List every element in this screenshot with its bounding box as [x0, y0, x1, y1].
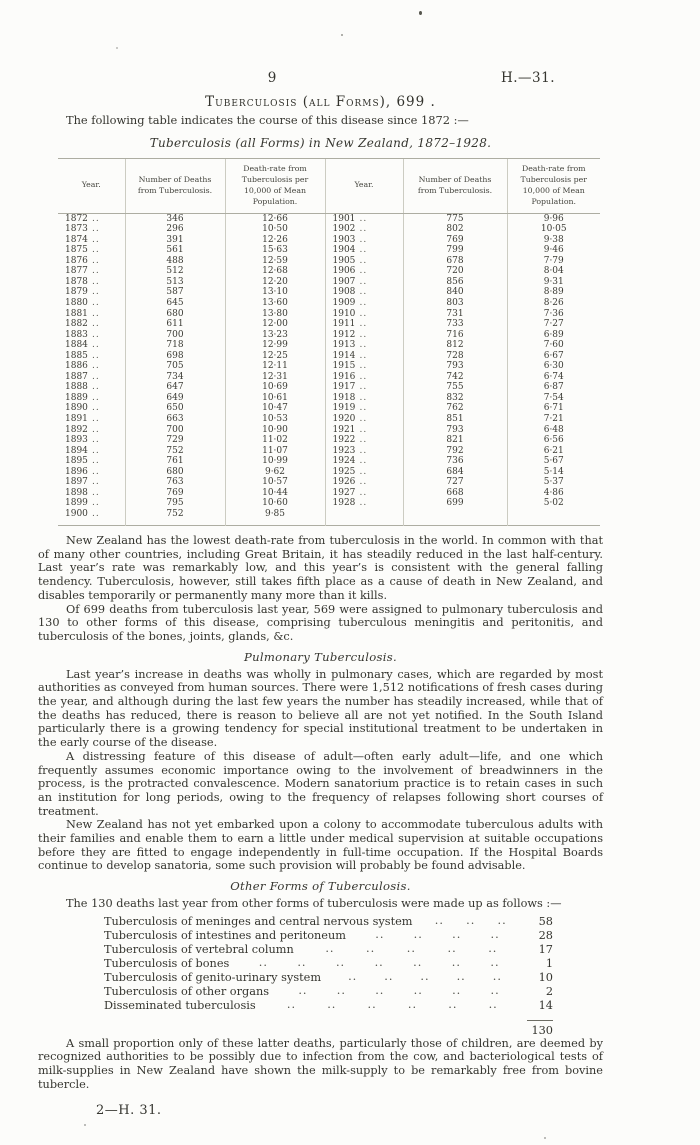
year-cell: 1917 .. [325, 382, 403, 393]
table-row [58, 509, 600, 520]
list-item-label: Tuberculosis of bones [104, 957, 230, 971]
list-item-value: 14 [538, 999, 553, 1013]
list-item [104, 957, 553, 971]
year-cell: 1887 .. [65, 371, 100, 382]
total-value: 130 [531, 1023, 553, 1037]
rate-cell: 10·53 [225, 414, 325, 425]
rate-cell: 11·07 [225, 446, 325, 457]
year-cell: 1906 .. [325, 266, 403, 277]
paper-reference: H.—31. [500, 70, 555, 86]
year-cell: 1907 .. [325, 277, 403, 288]
deaths-cell: 742 [403, 372, 507, 383]
rate-cell: 5·67 [507, 456, 600, 467]
year-cell: 1890 .. [65, 403, 100, 414]
list-item [104, 999, 553, 1013]
year-cell: 1885 .. [65, 350, 100, 361]
year-cell: 1873 .. [65, 224, 100, 235]
year-cell: 1898 .. [65, 487, 100, 498]
list-item-label: Tuberculosis of vertebral column [104, 943, 294, 957]
rate-cell: 6·67 [507, 351, 600, 362]
list-item [104, 985, 553, 999]
total-rule [527, 1020, 553, 1021]
table-row [58, 467, 600, 478]
deaths-cell: 856 [403, 277, 507, 288]
rate-cell: 13·60 [225, 298, 325, 309]
rate-cell: 7·54 [507, 393, 600, 404]
deaths-cell: 769 [125, 488, 225, 499]
year-cell: 1923 .. [325, 446, 403, 457]
list-item-label: Tuberculosis of meninges and central nervous system [104, 914, 413, 928]
table-row [58, 361, 600, 372]
pulmonary-heading: Pulmonary Tuberculosis. [244, 649, 397, 664]
deaths-cell: 699 [403, 498, 507, 509]
year-cell: 1888 .. [65, 382, 100, 393]
deaths-cell: 587 [125, 287, 225, 298]
table-row [58, 330, 600, 341]
rate-cell: 12·20 [225, 277, 325, 288]
rate-cell: 9·31 [507, 277, 600, 288]
year-cell: 1928 .. [325, 498, 403, 509]
leader-dots: .. .. .. .. .. .. [286, 998, 498, 1012]
deaths-cell: 733 [403, 319, 507, 330]
deaths-cell: 762 [403, 403, 507, 414]
year-cell: 1889 .. [65, 392, 100, 403]
deaths-cell: 645 [125, 298, 225, 309]
rate-cell: 13·10 [225, 287, 325, 298]
rate-cell: 6·56 [507, 435, 600, 446]
table-row [58, 403, 600, 414]
year-cell: 1901 .. [325, 213, 403, 224]
list-item-value: 1 [545, 957, 553, 971]
year-cell: 1895 .. [65, 456, 100, 467]
leader-dots: .. .. .. [434, 913, 507, 927]
deaths-cell: 793 [403, 361, 507, 372]
year-cell [325, 509, 403, 520]
table-row [58, 245, 600, 256]
section-title: Tuberculosis (all Forms), 699 . [205, 94, 436, 110]
deaths-cell: 832 [403, 393, 507, 404]
table-header-row [58, 159, 600, 214]
deaths-cell: 684 [403, 467, 507, 478]
year-cell: 1899 .. [65, 498, 100, 509]
year-cell: 1905 .. [325, 256, 403, 267]
year-cell: 1916 .. [325, 372, 403, 383]
year-cell: 1872 .. [65, 213, 100, 224]
year-cell: 1896 .. [65, 466, 100, 477]
table-row [58, 414, 600, 425]
rate-cell: 8·04 [507, 266, 600, 277]
deaths-cell: 346 [125, 213, 225, 224]
deaths-cell [403, 509, 507, 520]
year-cell: 1883 .. [65, 329, 100, 340]
rate-cell: 6·48 [507, 425, 600, 436]
list-item [104, 929, 553, 943]
rate-cell: 6·21 [507, 446, 600, 457]
rate-cell: 6·87 [507, 382, 600, 393]
table-spacer-row [58, 519, 600, 525]
year-cell: 1927 .. [325, 488, 403, 499]
table-row [58, 351, 600, 362]
leader-dots: .. .. .. .. .. [348, 970, 502, 984]
deaths-cell: 752 [125, 509, 225, 520]
deaths-cell: 792 [403, 446, 507, 457]
rate-cell: 11·02 [225, 435, 325, 446]
deaths-cell: 718 [125, 340, 225, 351]
col-header-year: Year. [58, 159, 125, 214]
rate-cell: 8·26 [507, 298, 600, 309]
year-cell: 1877 .. [65, 266, 100, 277]
leader-dots: .. .. .. .. .. .. [298, 984, 500, 998]
other-forms-heading: Other Forms of Tuberculosis. [230, 879, 411, 894]
table-row [58, 224, 600, 235]
rate-cell: 8·89 [507, 287, 600, 298]
year-cell: 1876 .. [65, 255, 100, 266]
deaths-cell: 728 [403, 351, 507, 362]
list-item-label: Tuberculosis of genito-urinary system [104, 971, 322, 985]
other-forms-list [104, 915, 553, 1037]
year-cell: 1891 .. [65, 414, 100, 425]
rate-cell: 10·60 [225, 498, 325, 509]
deaths-cell: 680 [125, 467, 225, 478]
paragraph: A distressing feature of this disease of adult—often early adult—life, and one which frequently assumes economic importance owing to the involvement of breadwinners in the process, is the protracted convalescence. Modern sanatorium practice is to retain cases in such an institution for long periods, owing to the frequency of relapses following short courses of treatment. [38, 749, 603, 818]
rate-cell [507, 509, 600, 520]
scan-speck [84, 1124, 86, 1126]
list-item [104, 915, 553, 929]
deaths-cell: 647 [125, 382, 225, 393]
deaths-cell: 755 [403, 382, 507, 393]
rate-cell: 13·23 [225, 330, 325, 341]
rate-cell: 9·62 [225, 467, 325, 478]
year-cell: 1912 .. [325, 330, 403, 341]
list-item [104, 943, 553, 957]
deaths-cell: 611 [125, 319, 225, 330]
rate-cell: 9·46 [507, 245, 600, 256]
rate-cell: 7·21 [507, 414, 600, 425]
table-row [58, 498, 600, 509]
year-cell: 1903 .. [325, 235, 403, 246]
deaths-cell: 775 [403, 213, 507, 224]
deaths-cell: 731 [403, 309, 507, 320]
year-cell: 1886 .. [65, 361, 100, 372]
year-cell: 1909 .. [325, 298, 403, 309]
rate-cell: 7·60 [507, 340, 600, 351]
deaths-cell: 840 [403, 287, 507, 298]
table-row [58, 298, 600, 309]
year-cell: 1911 .. [325, 319, 403, 330]
deaths-cell: 727 [403, 477, 507, 488]
paragraph: Last year’s increase in deaths was wholly in pulmonary cases, which are regarded by most authorities as conveyed from human sources. There were 1,512 notifications of fresh cases during the year, and although during the last few years the number has steadily increased, while that of the deaths has reduced, there is reason to believe all are not yet notified. In the South Island particularly there is a growing tendency for special institutional treatment to be undertaken in the early course of the disease. [38, 667, 603, 750]
leader-dots: .. .. .. .. [375, 927, 500, 941]
table-row [58, 372, 600, 383]
deaths-cell: 802 [403, 224, 507, 235]
deaths-cell: 769 [403, 235, 507, 246]
year-cell: 1908 .. [325, 287, 403, 298]
deaths-cell: 716 [403, 330, 507, 341]
year-cell: 1892 .. [65, 424, 100, 435]
rate-cell: 12·00 [225, 319, 325, 330]
page-header [38, 0, 603, 88]
rate-cell: 4·86 [507, 488, 600, 499]
year-cell: 1925 .. [325, 467, 403, 478]
deaths-cell: 761 [125, 456, 225, 467]
rate-cell: 10·05 [507, 224, 600, 235]
tuberculosis-table [58, 158, 600, 526]
rate-cell: 9·96 [507, 213, 600, 224]
table-row [58, 340, 600, 351]
rate-cell: 5·14 [507, 467, 600, 478]
col-header-rate: Death-rate from Tuberculosis per 10,000 of Mean Population. [507, 159, 600, 214]
deaths-cell: 795 [125, 498, 225, 509]
table-row [58, 256, 600, 267]
year-cell: 1915 .. [325, 361, 403, 372]
deaths-cell: 668 [403, 488, 507, 499]
year-cell: 1893 .. [65, 435, 100, 446]
deaths-cell: 700 [125, 330, 225, 341]
leader-dots: .. .. .. .. .. .. .. [258, 956, 500, 970]
col-header-year: Year. [325, 159, 403, 214]
deaths-cell: 752 [125, 446, 225, 457]
deaths-cell: 512 [125, 266, 225, 277]
rate-cell: 10·44 [225, 488, 325, 499]
table-row [58, 446, 600, 457]
list-item [104, 971, 553, 985]
rate-cell: 10·47 [225, 403, 325, 414]
rate-cell: 7·79 [507, 256, 600, 267]
deaths-cell: 649 [125, 393, 225, 404]
deaths-cell: 763 [125, 477, 225, 488]
rate-cell: 12·25 [225, 351, 325, 362]
deaths-cell: 663 [125, 414, 225, 425]
rate-cell: 6·30 [507, 361, 600, 372]
table-row [58, 277, 600, 288]
rate-cell: 6·89 [507, 330, 600, 341]
rate-cell: 7·36 [507, 309, 600, 320]
paragraph: Of 699 deaths from tuberculosis last year, 569 were assigned to pulmonary tuberculosis and 130 to other forms of this disease, comprising tuberculous meningitis and peritonitis, and tuberculosis of the bones, joints, glands, &c. [38, 602, 603, 643]
deaths-cell: 705 [125, 361, 225, 372]
year-cell: 1879 .. [65, 287, 100, 298]
deaths-cell: 513 [125, 277, 225, 288]
year-cell: 1881 .. [65, 308, 100, 319]
list-item-value: 58 [538, 914, 553, 928]
table-row [58, 477, 600, 488]
rate-cell: 12·26 [225, 235, 325, 246]
year-cell: 1902 .. [325, 224, 403, 235]
year-cell: 1914 .. [325, 351, 403, 362]
deaths-cell: 680 [125, 309, 225, 320]
list-item-label: Disseminated tuberculosis [104, 999, 256, 1013]
year-cell: 1894 .. [65, 445, 100, 456]
list-item-value: 17 [538, 943, 553, 957]
paragraph: New Zealand has the lowest death-rate from tuberculosis in the world. In common with that of many other countries, including Great Britain, it has steadily reduced in the last half-century. Last year’s rate was remarkably low, and this year’s is consistent with the general falling tendency. Tuberculosis, however, still takes fifth place as a cause of death in New Zealand, and disables temporarily or permanently many more than it kills. [38, 533, 603, 602]
year-cell: 1874 .. [65, 234, 100, 245]
table-row [58, 213, 600, 224]
deaths-cell: 698 [125, 351, 225, 362]
rate-cell: 5·02 [507, 498, 600, 509]
year-cell: 1910 .. [325, 309, 403, 320]
year-cell: 1921 .. [325, 425, 403, 436]
col-header-deaths: Number of Deaths from Tuberculosis. [403, 159, 507, 214]
table-row [58, 435, 600, 446]
year-cell: 1880 .. [65, 298, 100, 308]
closing-paragraph: A small proportion only of these latter deaths, particularly those of children, are deemed by recognized authorities to be possibly due to infection from the cow, and bacteriological tests of milk-supplies in New Zealand have shown the milk-supply to be remarkably free from bovine tubercle. [38, 1036, 603, 1091]
deaths-cell: 296 [125, 224, 225, 235]
deaths-cell: 729 [125, 435, 225, 446]
col-header-deaths: Number of Deaths from Tuberculosis. [125, 159, 225, 214]
leader-dots: .. .. .. .. .. [325, 942, 498, 956]
rate-cell: 15·63 [225, 245, 325, 256]
intro-sentence: The following table indicates the course of this disease since 1872 :— [66, 113, 469, 127]
rate-cell: 5·37 [507, 477, 600, 488]
page-number: 9 [267, 70, 277, 86]
year-cell: 1897 .. [65, 477, 100, 488]
other-forms-intro: The 130 deaths last year from other forms of tuberculosis were made up as follows :— [66, 897, 562, 911]
printer-signature: 2—H. 31. [96, 1103, 162, 1119]
rate-cell: 9·38 [507, 235, 600, 246]
rate-cell: 12·68 [225, 266, 325, 277]
deaths-cell: 734 [125, 372, 225, 383]
year-cell: 1924 .. [325, 456, 403, 467]
list-item-label: Tuberculosis of intestines and peritoneum [104, 928, 346, 942]
rate-cell: 10·57 [225, 477, 325, 488]
deaths-cell: 736 [403, 456, 507, 467]
deaths-cell: 650 [125, 403, 225, 414]
table-row [58, 266, 600, 277]
rate-cell: 6·71 [507, 403, 600, 414]
year-cell: 1904 .. [325, 245, 403, 256]
table-row [58, 287, 600, 298]
list-item-label: Tuberculosis of other organs [104, 985, 270, 999]
table-row [58, 393, 600, 404]
deaths-cell: 821 [403, 435, 507, 446]
rate-cell: 12·59 [225, 256, 325, 267]
table-row [58, 235, 600, 246]
rate-cell: 13·80 [225, 309, 325, 320]
col-header-rate: Death-rate from Tuberculosis per 10,000 of Mean Population. [225, 159, 325, 214]
deaths-cell: 812 [403, 340, 507, 351]
table-caption: Tuberculosis (all Forms) in New Zealand, 1872–1928. [149, 136, 492, 150]
rate-cell: 10·50 [225, 224, 325, 235]
year-cell: 1884 .. [65, 340, 100, 351]
rate-cell: 12·11 [225, 361, 325, 372]
list-item-value: 28 [538, 928, 553, 942]
rate-cell: 9·85 [225, 509, 325, 520]
scan-speck [544, 1137, 546, 1139]
year-cell: 1875 .. [65, 245, 100, 256]
year-cell: 1918 .. [325, 393, 403, 404]
rate-cell: 10·69 [225, 382, 325, 393]
rate-cell: 10·61 [225, 393, 325, 404]
rate-cell: 12·99 [225, 340, 325, 351]
table-row [58, 309, 600, 320]
rate-cell: 12·31 [225, 372, 325, 383]
rate-cell: 10·99 [225, 456, 325, 467]
rate-cell: 6·74 [507, 372, 600, 383]
deaths-cell: 851 [403, 414, 507, 425]
year-cell: 1919 .. [325, 403, 403, 414]
deaths-cell: 720 [403, 266, 507, 277]
deaths-cell: 391 [125, 235, 225, 246]
year-cell: 1922 .. [325, 435, 403, 446]
list-item-value: 2 [545, 985, 553, 999]
table-row [58, 382, 600, 393]
deaths-cell: 678 [403, 256, 507, 267]
rate-cell: 12·66 [225, 213, 325, 224]
paragraph: New Zealand has not yet embarked upon a colony to accommodate tuberculous adults with their families and enable them to earn a little under medical supervision at suitable occupations before they are fitted to engage independently in full-time occupation. If the Hospital Boards continue to develop sanatoria, some such provision will probably be found advisable. [38, 818, 603, 873]
year-cell: 1882 .. [65, 319, 100, 330]
table-row [58, 319, 600, 330]
deaths-cell: 561 [125, 245, 225, 256]
rate-cell: 7·27 [507, 319, 600, 330]
year-cell: 1900 .. [65, 508, 100, 519]
year-cell: 1920 .. [325, 414, 403, 425]
list-item-value: 10 [538, 971, 553, 985]
deaths-cell: 793 [403, 425, 507, 436]
year-cell: 1878 .. [65, 276, 100, 287]
deaths-cell: 488 [125, 256, 225, 267]
year-cell: 1926 .. [325, 477, 403, 488]
year-cell: 1913 .. [325, 340, 403, 351]
table-row [58, 488, 600, 499]
table-row [58, 456, 600, 467]
deaths-cell: 799 [403, 245, 507, 256]
deaths-cell: 700 [125, 425, 225, 436]
rate-cell: 10·90 [225, 425, 325, 436]
table-row [58, 425, 600, 436]
deaths-cell: 803 [403, 298, 507, 309]
